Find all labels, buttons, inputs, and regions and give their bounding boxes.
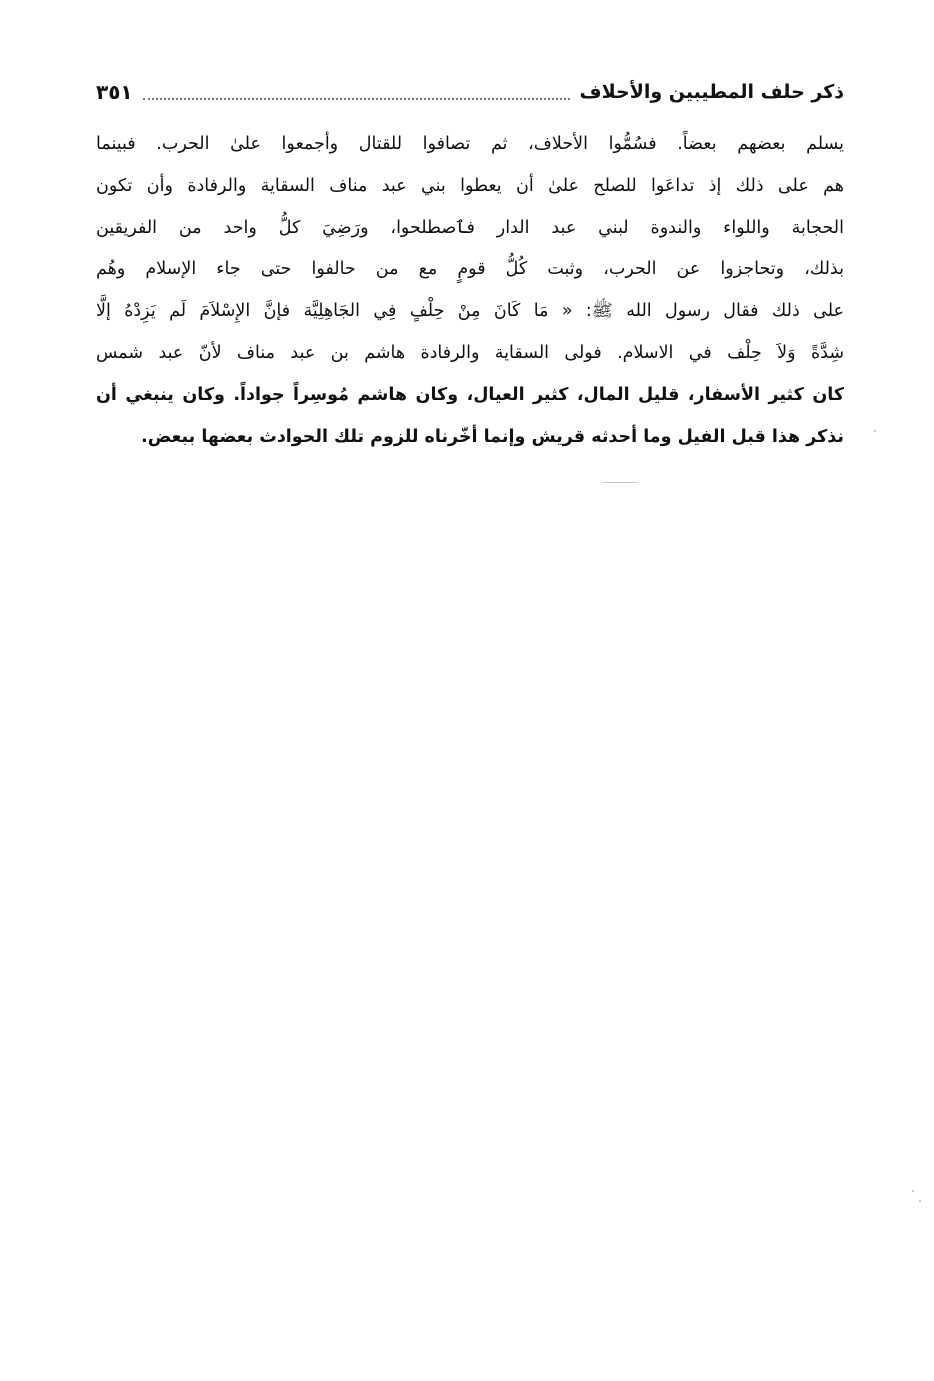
text-line: هم على ذلك إذ تداعَوا للصلح علىٰ أن يعطوا بني عبد مناف السقاية والرفادة وأن تكون — [96, 175, 844, 196]
text-line: الحجابة واللواء والندوة لبني عبد الدار فٱصطلحوا، ورَضِيَ كلُّ واحد من الفريقين — [96, 217, 844, 238]
text-line: على ذلك فقال رسول الله ﷺ: « مَا كَانَ مِنْ حِلْفٍ فِي الجَاهِلِيَّة فإنَّ الإِسْلاَمَ لَم يَزِدْهُ إلَّا — [96, 301, 844, 322]
dotted-leader — [143, 98, 570, 100]
body-text — [96, 124, 844, 458]
end-rule — [603, 482, 637, 483]
text-line: يسلم بعضهم بعضاً. فسُمُّوا الأحلاف، ثم تصافوا للقتال وأجمعوا علىٰ الحرب. فبينما — [96, 134, 844, 154]
page-number: ٣٥١ — [96, 80, 133, 104]
scan-speck — [912, 1190, 914, 1192]
text-line: كان كثير الأسفار، قليل المال، كثير العيال، وكان هاشم مُوسِراً جواداً. وكان ينبغي أن — [96, 384, 844, 405]
text-line: نذكر هذا قبل الفيل وما أحدثه قريش وإنما أخّرناه للزوم تلك الحوادث بعضها ببعض. — [141, 426, 844, 447]
page-header — [96, 74, 844, 110]
text-line: بذلك، وتحاجزوا عن الحرب، وثبت كُلُّ قومٍ مع من حالفوا حتى جاء الإسلام وهُم — [96, 259, 844, 280]
scan-speck — [874, 430, 876, 432]
text-line: شِدَّةً وَلاَ حِلْف في الاسلام. فولى السقاية والرفادة هاشم بن عبد مناف لأنّ عبد شمس — [96, 342, 844, 363]
scan-speck — [919, 1200, 921, 1202]
running-title: ذكر حلف المطيبين والأحلاف — [579, 81, 844, 103]
